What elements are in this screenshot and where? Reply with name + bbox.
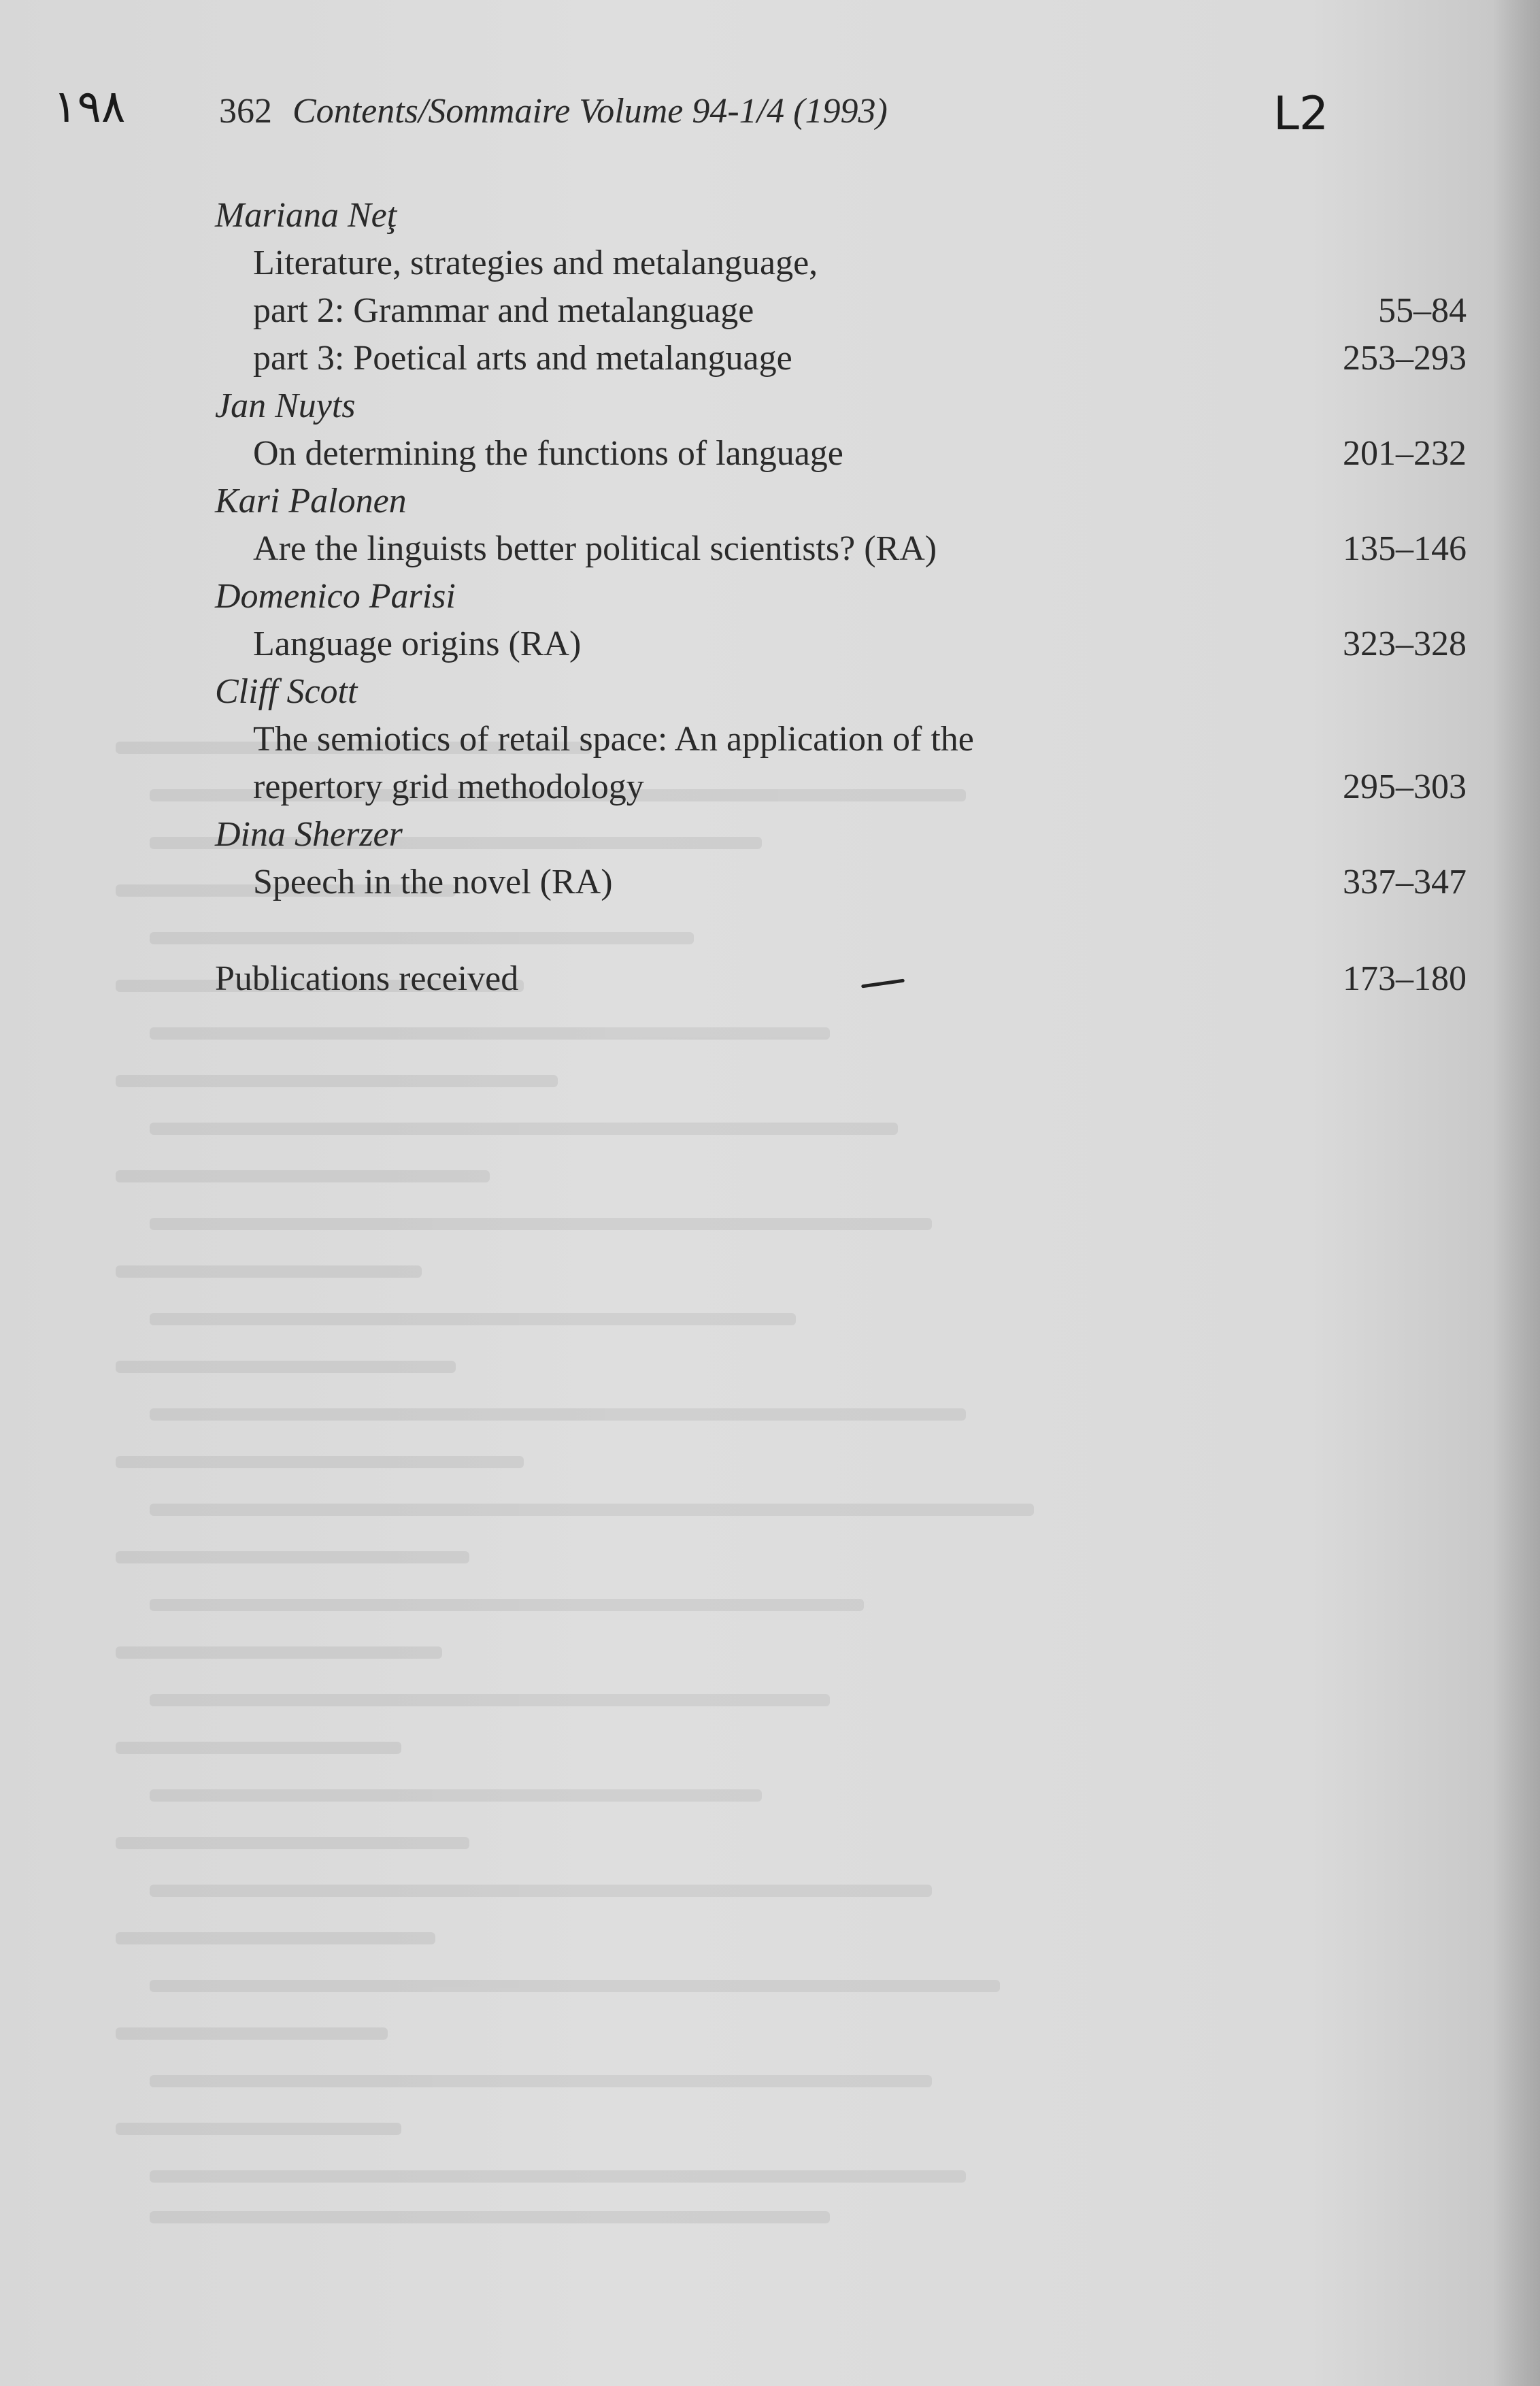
- entry-title: part 3: Poetical arts and metalanguage: [253, 339, 792, 378]
- running-head-title: Contents/Sommaire Volume 94-1/4 (1993): [292, 92, 888, 131]
- entry-author: Jan Nuyts: [215, 386, 356, 425]
- entry-title-line: [215, 335, 1467, 382]
- entry-title-line: [215, 239, 1467, 287]
- publications-label: Publications received: [215, 959, 519, 998]
- entry-title-line: [215, 716, 1467, 763]
- entry-title-line: [215, 287, 1467, 335]
- entry-title: The semiotics of retail space: An application of the: [253, 720, 974, 759]
- entry-author: Mariana Neţ: [215, 196, 397, 235]
- entry-title: Language origins (RA): [253, 625, 582, 663]
- entry-title: Literature, strategies and metalanguage,: [253, 244, 818, 282]
- handwritten-annotation: L2: [1273, 87, 1329, 141]
- entry-pages: 295–303: [1343, 767, 1467, 806]
- entry-author: Kari Palonen: [215, 482, 407, 520]
- entry-author: Dina Sherzer: [215, 815, 403, 854]
- page-edge-shadow: [1492, 0, 1540, 2386]
- entry-pages: 201–232: [1343, 434, 1467, 473]
- publications-received-line: [215, 955, 1467, 1003]
- entry-author: Domenico Parisi: [215, 577, 456, 616]
- entry-title-line: [215, 620, 1467, 668]
- handwritten-page-number: ١٩٨: [53, 80, 126, 133]
- page-number: 362: [219, 92, 272, 131]
- publications-pages: 173–180: [1343, 959, 1467, 998]
- entry-title-line: [215, 430, 1467, 478]
- entry-pages: 55–84: [1378, 291, 1467, 330]
- contents-list: [215, 192, 1467, 1003]
- entry-title: On determining the functions of language: [253, 434, 843, 473]
- entry-title: Speech in the novel (RA): [253, 863, 613, 901]
- entry-title-line: [215, 859, 1467, 906]
- entry-author: Cliff Scott: [215, 672, 358, 711]
- entry-title-line: [215, 525, 1467, 573]
- running-head: [219, 91, 888, 131]
- entry-pages: 135–146: [1343, 529, 1467, 568]
- entry-title: Are the linguists better political scientists? (RA): [253, 529, 937, 568]
- entry-title: part 2: Grammar and metalanguage: [253, 291, 754, 330]
- entry-pages: 253–293: [1343, 339, 1467, 378]
- entry-pages: 337–347: [1343, 863, 1467, 901]
- entry-title: repertory grid methodology: [253, 767, 644, 806]
- entry-title-line: [215, 763, 1467, 811]
- entry-pages: 323–328: [1343, 625, 1467, 663]
